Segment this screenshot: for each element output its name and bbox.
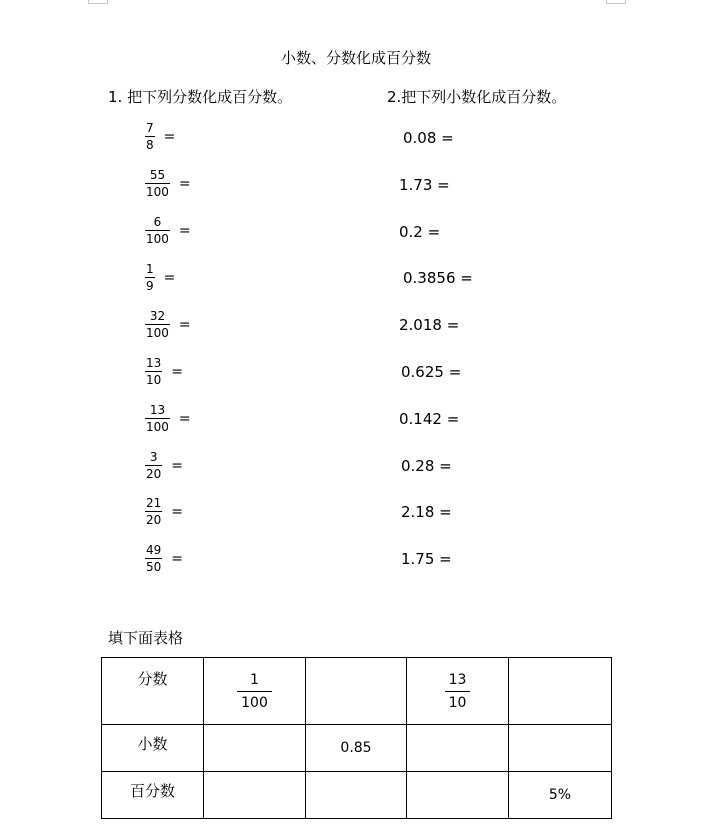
fraction xyxy=(145,215,170,246)
numerator: 6 xyxy=(153,215,162,229)
fraction-item-4 xyxy=(145,262,175,293)
equals-sign: = xyxy=(171,363,184,380)
cell-decimal-1[interactable] xyxy=(204,725,306,772)
denominator: 8 xyxy=(146,138,154,152)
numerator: 21 xyxy=(146,496,162,510)
table-row-fraction xyxy=(102,658,612,725)
fraction-item-7 xyxy=(145,403,191,434)
denominator: 10 xyxy=(445,691,471,712)
equals-sign: = xyxy=(171,457,184,474)
decimal-item-2: 1.73 = xyxy=(399,176,450,194)
fraction-item-8 xyxy=(145,450,183,481)
cell-fraction-4[interactable] xyxy=(509,658,612,725)
numerator: 13 xyxy=(149,403,166,417)
fraction xyxy=(145,543,162,574)
cell-percent-2[interactable] xyxy=(306,772,407,819)
numerator: 3 xyxy=(149,450,158,464)
decimal-item-10: 1.75 = xyxy=(401,550,452,568)
denominator: 9 xyxy=(146,279,154,293)
row-label-decimal: 小数 xyxy=(102,725,204,772)
denominator: 20 xyxy=(146,467,162,481)
crop-mark-right xyxy=(606,0,626,4)
fraction xyxy=(145,403,170,434)
conversion-table xyxy=(101,657,612,819)
numerator: 32 xyxy=(149,309,166,323)
cell-fraction-1 xyxy=(204,658,306,725)
numerator: 1 xyxy=(146,262,154,276)
fraction xyxy=(145,309,170,340)
decimal-item-7: 0.142 = xyxy=(399,410,460,428)
decimal-item-4: 0.3856 = xyxy=(403,269,473,287)
fraction-item-6 xyxy=(145,356,183,387)
page-title: 小数、分数化成百分数 xyxy=(280,49,431,67)
row-label-fraction: 分数 xyxy=(102,658,204,725)
cell-fraction-3 xyxy=(407,658,509,725)
fraction xyxy=(145,450,162,481)
equals-sign: = xyxy=(163,269,176,286)
decimal-item-8: 0.28 = xyxy=(401,457,452,475)
fraction xyxy=(145,121,155,152)
section1-heading: 1. 把下列分数化成百分数。 xyxy=(108,88,293,106)
decimal-value: 0.85 xyxy=(340,740,372,756)
cell-percent-4 xyxy=(509,772,612,819)
equals-sign: = xyxy=(178,175,191,192)
row-label-percent: 百分数 xyxy=(102,772,204,819)
fraction-item-3 xyxy=(145,215,191,246)
fraction xyxy=(445,671,471,712)
cell-fraction-2[interactable] xyxy=(306,658,407,725)
denominator: 100 xyxy=(146,326,169,340)
equals-sign: = xyxy=(171,503,184,520)
fraction-item-2 xyxy=(145,168,191,199)
section2-heading: 2.把下列小数化成百分数。 xyxy=(387,88,567,106)
decimal-item-6: 0.625 = xyxy=(401,363,462,381)
cell-decimal-3[interactable] xyxy=(407,725,509,772)
fraction xyxy=(145,356,162,387)
fraction-item-9 xyxy=(145,496,183,527)
table-row-decimal xyxy=(102,725,612,772)
fraction xyxy=(145,496,162,527)
numerator: 55 xyxy=(149,168,166,182)
denominator: 20 xyxy=(146,513,162,527)
equals-sign: = xyxy=(171,550,184,567)
crop-mark-left xyxy=(88,0,108,4)
numerator: 1 xyxy=(250,671,259,688)
fraction xyxy=(145,168,170,199)
equals-sign: = xyxy=(178,410,191,427)
equals-sign: = xyxy=(163,128,176,145)
fraction-item-5 xyxy=(145,309,191,340)
decimal-item-5: 2.018 = xyxy=(399,316,460,334)
numerator: 7 xyxy=(146,121,154,135)
fraction xyxy=(145,262,155,293)
equals-sign: = xyxy=(178,316,191,333)
cell-percent-1[interactable] xyxy=(204,772,306,819)
denominator: 10 xyxy=(146,373,162,387)
table-label: 填下面表格 xyxy=(108,629,184,647)
decimal-item-1: 0.08 = xyxy=(403,129,454,147)
percent-value: 5% xyxy=(548,787,572,803)
cell-percent-3[interactable] xyxy=(407,772,509,819)
equals-sign: = xyxy=(178,222,191,239)
cell-decimal-4[interactable] xyxy=(509,725,612,772)
numerator: 13 xyxy=(448,671,467,688)
numerator: 49 xyxy=(146,543,162,557)
numerator: 13 xyxy=(146,356,162,370)
denominator: 50 xyxy=(146,560,162,574)
table-row-percent xyxy=(102,772,612,819)
decimal-item-3: 0.2 = xyxy=(399,223,441,241)
fraction xyxy=(237,671,272,712)
denominator: 100 xyxy=(237,691,272,712)
denominator: 100 xyxy=(146,185,169,199)
denominator: 100 xyxy=(146,232,169,246)
cell-decimal-2 xyxy=(306,725,407,772)
denominator: 100 xyxy=(146,420,169,434)
fraction-item-1 xyxy=(145,121,175,152)
decimal-item-9: 2.18 = xyxy=(401,503,452,521)
fraction-item-10 xyxy=(145,543,183,574)
